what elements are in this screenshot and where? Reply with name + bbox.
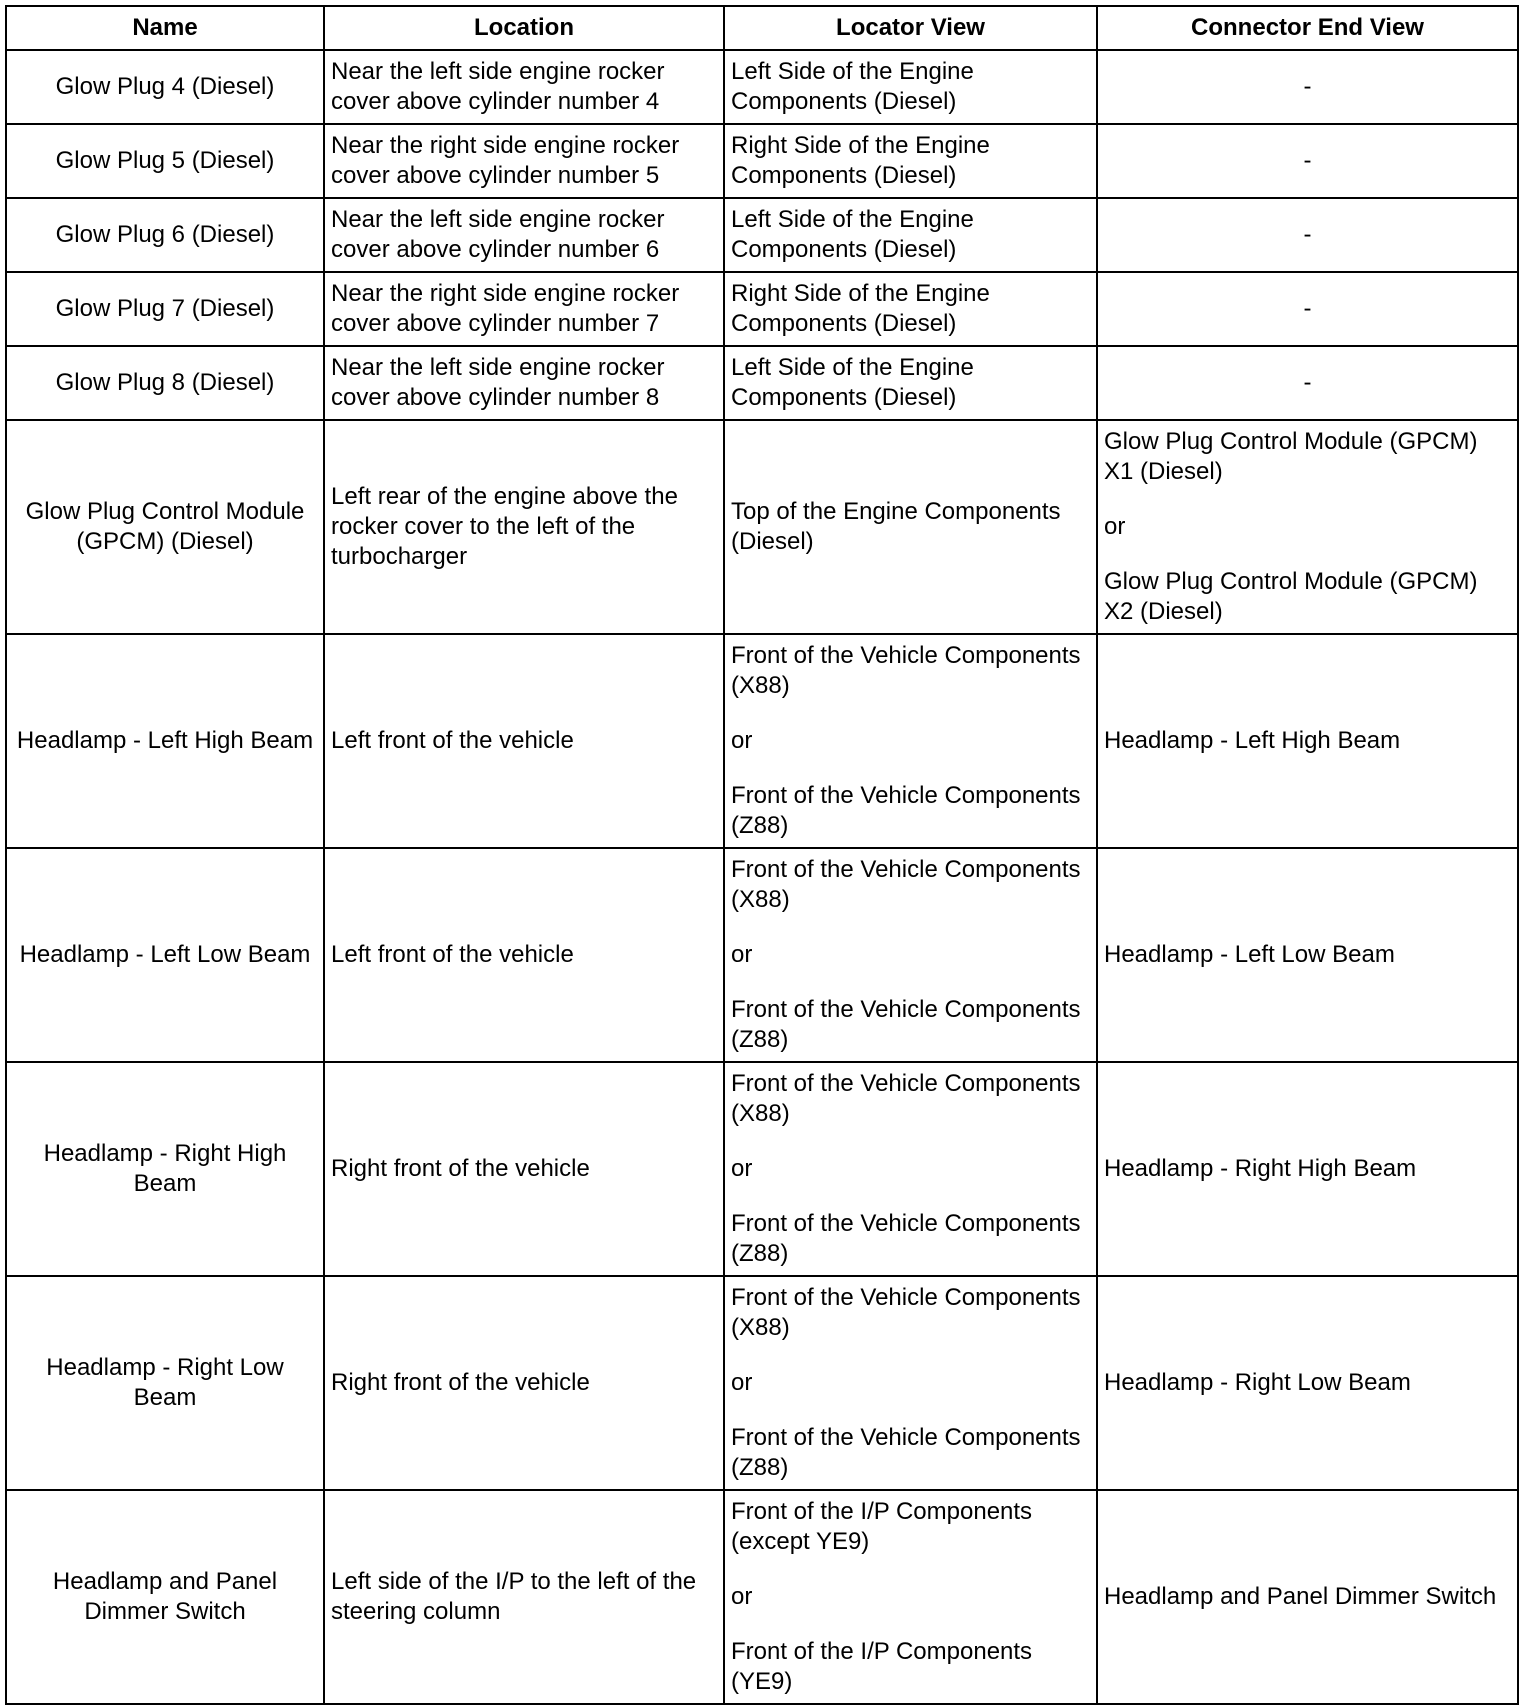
- locator-view-text: Front of the Vehicle Components (X88): [731, 1070, 1081, 1127]
- connector-end-view-text: -: [1303, 147, 1312, 174]
- table-row: [6, 1276, 1518, 1490]
- header-location: Location: [324, 6, 724, 50]
- connector-end-view-text: -: [1303, 295, 1312, 322]
- cell-name: Glow Plug 6 (Diesel): [6, 198, 324, 272]
- cell-locator-view: [724, 420, 1097, 634]
- locator-view-text: Left Side of the Engine Components (Diesel): [731, 58, 974, 115]
- cell-locator-view: [724, 634, 1097, 848]
- locator-view-text: Front of the Vehicle Components (Z88): [731, 1210, 1081, 1267]
- cell-locator-view: [724, 124, 1097, 198]
- header-connector-end-view: Connector End View: [1097, 6, 1518, 50]
- cell-name: Headlamp - Right High Beam: [6, 1062, 324, 1276]
- cell-location: Right front of the vehicle: [324, 1062, 724, 1276]
- cell-locator-view: [724, 848, 1097, 1062]
- or-separator: or: [731, 941, 753, 968]
- table-body: [6, 50, 1518, 1704]
- cell-name: Headlamp - Left Low Beam: [6, 848, 324, 1062]
- cell-name: Glow Plug 8 (Diesel): [6, 346, 324, 420]
- cell-location: Left front of the vehicle: [324, 634, 724, 848]
- table-row: [6, 848, 1518, 1062]
- cell-location: Left front of the vehicle: [324, 848, 724, 1062]
- cell-connector-end-view: [1097, 1062, 1518, 1276]
- cell-connector-end-view: [1097, 272, 1518, 346]
- cell-connector-end-view: [1097, 1276, 1518, 1490]
- cell-locator-view: [724, 198, 1097, 272]
- cell-connector-end-view: [1097, 420, 1518, 634]
- cell-name: Headlamp and Panel Dimmer Switch: [6, 1490, 324, 1704]
- cell-location: Left rear of the engine above the rocker cover to the left of the turbocharger: [324, 420, 724, 634]
- locator-view-text: Front of the Vehicle Components (Z88): [731, 996, 1081, 1053]
- locator-view-text: Right Side of the Engine Components (Diesel): [731, 280, 990, 337]
- connector-end-view-text: Headlamp - Left Low Beam: [1104, 941, 1395, 968]
- cell-connector-end-view: [1097, 198, 1518, 272]
- table-row: [6, 1062, 1518, 1276]
- locator-view-text: Top of the Engine Components (Diesel): [731, 498, 1061, 555]
- locator-view-text: Front of the Vehicle Components (Z88): [731, 1424, 1081, 1481]
- table-row: [6, 634, 1518, 848]
- locator-view-text: Right Side of the Engine Components (Diesel): [731, 132, 990, 189]
- cell-locator-view: [724, 50, 1097, 124]
- table-row: [6, 1490, 1518, 1704]
- header-row: [6, 6, 1518, 50]
- header-locator-view: Locator View: [724, 6, 1097, 50]
- cell-location: Near the right side engine rocker cover above cylinder number 5: [324, 124, 724, 198]
- table-row: [6, 50, 1518, 124]
- component-locator-table: [5, 5, 1519, 1705]
- cell-locator-view: [724, 1276, 1097, 1490]
- connector-end-view-text: -: [1303, 221, 1312, 248]
- locator-view-text: Left Side of the Engine Components (Diesel): [731, 206, 974, 263]
- cell-location: Near the left side engine rocker cover above cylinder number 4: [324, 50, 724, 124]
- table-row: [6, 346, 1518, 420]
- cell-connector-end-view: [1097, 124, 1518, 198]
- table-row: [6, 420, 1518, 634]
- cell-location: Right front of the vehicle: [324, 1276, 724, 1490]
- cell-name: Headlamp - Right Low Beam: [6, 1276, 324, 1490]
- cell-locator-view: [724, 272, 1097, 346]
- cell-locator-view: [724, 1490, 1097, 1704]
- connector-end-view-text: -: [1303, 369, 1312, 396]
- connector-end-view-text: Headlamp and Panel Dimmer Switch: [1104, 1583, 1497, 1610]
- or-separator: or: [731, 1369, 753, 1396]
- cell-name: Glow Plug 5 (Diesel): [6, 124, 324, 198]
- cell-location: Near the left side engine rocker cover above cylinder number 6: [324, 198, 724, 272]
- cell-name: Glow Plug 4 (Diesel): [6, 50, 324, 124]
- table-row: [6, 124, 1518, 198]
- cell-connector-end-view: [1097, 50, 1518, 124]
- cell-connector-end-view: [1097, 1490, 1518, 1704]
- cell-name: Glow Plug 7 (Diesel): [6, 272, 324, 346]
- locator-view-text: Front of the Vehicle Components (X88): [731, 1284, 1081, 1341]
- locator-view-text: Front of the Vehicle Components (X88): [731, 642, 1081, 699]
- header-name: Name: [6, 6, 324, 50]
- cell-name: Glow Plug Control Module (GPCM) (Diesel): [6, 420, 324, 634]
- cell-name: Headlamp - Left High Beam: [6, 634, 324, 848]
- or-separator: or: [1104, 513, 1126, 540]
- connector-end-view-text: Glow Plug Control Module (GPCM) X2 (Diesel): [1104, 568, 1478, 625]
- cell-location: Near the left side engine rocker cover above cylinder number 8: [324, 346, 724, 420]
- cell-locator-view: [724, 1062, 1097, 1276]
- cell-connector-end-view: [1097, 346, 1518, 420]
- cell-connector-end-view: [1097, 634, 1518, 848]
- locator-view-text: Front of the Vehicle Components (X88): [731, 856, 1081, 913]
- cell-location: Near the right side engine rocker cover above cylinder number 7: [324, 272, 724, 346]
- or-separator: or: [731, 1583, 753, 1610]
- locator-view-text: Front of the I/P Components (YE9): [731, 1638, 1033, 1695]
- connector-end-view-text: Headlamp - Right High Beam: [1104, 1155, 1417, 1182]
- locator-view-text: Front of the I/P Components (except YE9): [731, 1498, 1033, 1555]
- or-separator: or: [731, 1155, 753, 1182]
- connector-end-view-text: Glow Plug Control Module (GPCM) X1 (Diesel): [1104, 428, 1478, 485]
- connector-end-view-text: Headlamp - Right Low Beam: [1104, 1369, 1411, 1396]
- cell-locator-view: [724, 346, 1097, 420]
- cell-connector-end-view: [1097, 848, 1518, 1062]
- locator-view-text: Front of the Vehicle Components (Z88): [731, 782, 1081, 839]
- or-separator: or: [731, 727, 753, 754]
- cell-location: Left side of the I/P to the left of the steering column: [324, 1490, 724, 1704]
- locator-view-text: Left Side of the Engine Components (Diesel): [731, 354, 974, 411]
- connector-end-view-text: Headlamp - Left High Beam: [1104, 727, 1401, 754]
- table-row: [6, 272, 1518, 346]
- connector-end-view-text: -: [1303, 73, 1312, 100]
- table-row: [6, 198, 1518, 272]
